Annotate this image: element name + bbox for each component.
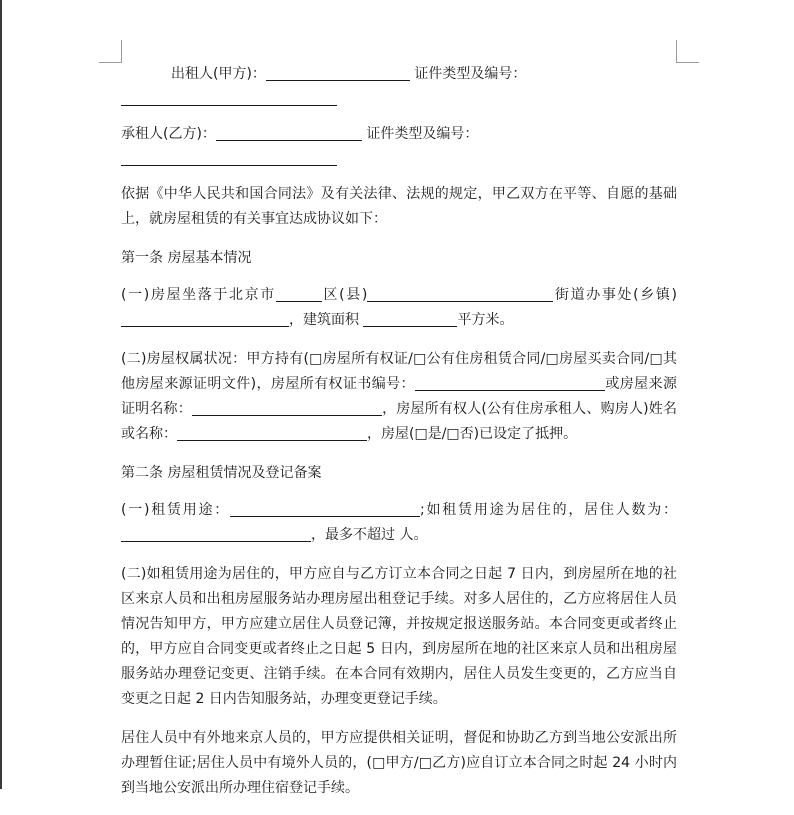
- use-text-c: ，最多不超过 人。: [311, 527, 428, 543]
- lessee-id-label: 证件类型及编号：: [366, 126, 479, 142]
- lessor-id-label: 证件类型及编号：: [414, 66, 527, 82]
- intro-paragraph: 依据《中华人民共和国合同法》及有关法律、法规的规定，甲乙双方在平等、自愿的基础上，就房屋租赁的有关事宜达成协议如下：: [121, 186, 677, 227]
- article-2-use: [121, 498, 677, 548]
- lessee-id-blank: [121, 149, 337, 166]
- street-blank: [367, 285, 553, 302]
- location-text-a: (一)房屋坐落于北京市: [121, 287, 276, 303]
- lessor-line: [121, 62, 677, 87]
- lessor-id-blank: [121, 89, 337, 106]
- article-2-title: 第二条 房屋租赁情况及登记备案: [121, 465, 322, 481]
- town-blank: [121, 310, 289, 327]
- article-2-registration: (二)如租赁用途为居住的，甲方应自与乙方订立本合同之日起 7 日内，到房屋所在地的社区来京人员和出租房屋服务站办理房屋出租登记手续。对多人居住的，乙方应将居住人员情况告知甲方，甲方应建立居住人员登记簿，并按规定报送服务站。本合同变更或者终止的，甲方应自合同变更或者终止之日起 5 日内，到房屋所在地的社区来京人员和出租房屋服务站办理登记变更、注销手续。在本合同有效期内，居住人员发生变更的，乙方应当自变更之日起 2 日内告知服务站，办理变更登记手续。: [121, 566, 677, 707]
- location-text-c: 街道办事处(乡镇): [553, 287, 677, 303]
- article-1-title: 第一条 房屋基本情况: [121, 250, 252, 266]
- lessee-line: [121, 122, 677, 147]
- crop-mark-top-right: [676, 40, 699, 63]
- lessee-label: 承租人(乙方)：: [121, 126, 216, 142]
- occupants-blank: [121, 525, 311, 542]
- crop-mark-top-left: [99, 40, 122, 63]
- certificate-no-blank: [415, 374, 605, 391]
- use-blank: [230, 500, 420, 517]
- source-doc-blank: [192, 399, 382, 416]
- lessor-label: 出租人(甲方)：: [171, 66, 266, 82]
- ownership-text-a: (二)房屋权属状况：甲方持有(□房屋所有权证/□公有住房租赁合同/□房屋买卖合同/□其他房屋来源证明文件)，房屋所有权证书编号：: [121, 351, 677, 392]
- lessor-blank: [266, 64, 410, 81]
- page-left-edge: [0, 0, 2, 789]
- district-blank: [276, 285, 322, 302]
- owner-name-blank: [177, 424, 367, 441]
- article-1-location: [121, 283, 677, 333]
- ownership-text-c: ，房屋所有权人(公有住房承租人、购房人)姓名或名称：: [121, 401, 677, 442]
- area-blank: [363, 310, 457, 327]
- location-text-b: 区(县): [321, 287, 368, 303]
- document-body: [121, 62, 677, 815]
- use-text-b: ;如租赁用途为居住的，居住人数为：: [420, 502, 677, 518]
- ownership-text-d: ，房屋(□是/□否)已设定了抵押。: [367, 426, 578, 442]
- article-2-residents: 居住人员中有外地来京人员的，甲方应提供相关证明，督促和协助乙方到当地公安派出所办理暂住证;居住人员中有境外人员的，(□甲方/□乙方)应自订立本合同之时起 24 小时内到当地公安派出所办理住宿登记手续。: [121, 730, 677, 796]
- ownership-text-b: 或房屋来源证明名称：: [121, 376, 677, 417]
- lessee-blank: [216, 124, 362, 141]
- article-1-ownership: [121, 347, 677, 447]
- location-text-e: 平方米。: [457, 312, 514, 328]
- use-text-a: (一)租赁用途：: [121, 502, 231, 518]
- location-text-d: ，建筑面积: [289, 312, 359, 328]
